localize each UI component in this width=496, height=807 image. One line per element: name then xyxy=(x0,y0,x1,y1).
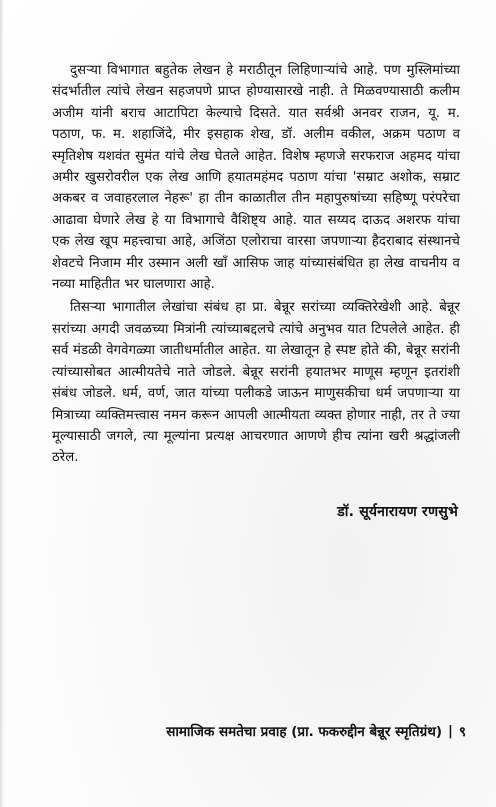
body-text xyxy=(52,60,460,469)
page-edge-shadow xyxy=(0,0,4,807)
footer-book-title: सामाजिक समतेचा प्रवाह (प्रा. फकरुद्दीन बेन्नूर स्मृतिग्रंथ) xyxy=(166,724,443,740)
paragraph-2: तिसऱ्या भागातील लेखांचा संबंध हा प्रा. बेन्नूर सरांच्या व्यक्तिरेखेशी आहे. बेन्नूर सरांच्या अगदी जवळच्या मित्रांनी त्यांच्याबद्दलचे त्यांचे अनुभव यात टिपलेले आहेत. ही सर्व मंडळी वेगवेगळ्या जातीधर्मातील आहेत. या लेखातून हे स्पष्ट होते की, बेन्नूर सरांनी त्यांच्यासोबत आत्मीयतेचे नाते जोडले. बेन्नूर सरांनी हयातभर माणूस म्हणून इतरांशी संबंध जोडले. धर्म, वर्ण, जात यांच्या पलीकडे जाऊन माणुसकीचा धर्म जपणाऱ्या या मित्राच्या व्यक्तिमत्त्वास नमन करून आपली आत्मीयता व्यक्त होणार नाही, तर ते ज्या मूल्यासाठी जगले, त्या मूल्यांना प्रत्यक्ष आचरणात आणणे हीच त्यांना खरी श्रद्धांजली ठरेल. xyxy=(52,300,460,466)
author-signature: डॉ. सूर्यनारायण रणसुभे xyxy=(337,504,458,520)
paragraph-1: दुसऱ्या विभागात बहुतेक लेखन हे मराठीतून लिहिणाऱ्यांचे आहे. पण मुस्लिमांच्या संदर्भातील त्यांचे लेखन सहजपणे प्राप्त होण्यासारखे नाही. ते मिळवण्यासाठी कलीम अजीम यांनी बराच आटापिटा केल्याचे दिसते. यात सर्वश्री अनवर राजन, यू. म. पठाण, फ. म. शहाजिंदे, मीर इसहाक शेख, डॉ. अलीम वकील, अक्रम पठाण व स्मृतिशेष यशवंत सुमंत यांचे लेख घेतले आहेत. विशेष म्हणजे सरफराज अहमद यांचा अमीर खुसरोवरील एक लेख आणि हयातमहंमद पठाण यांचा 'सम्राट अशोक, सम्राट अकबर व जवाहरलाल नेहरू' हा तीन काळातील तीन महापुरुषांच्या सहिष्णू परंपरेचा आढावा घेणारे लेख हे या विभागाचे वैशिष्ट्य आहे. यात सय्यद दाऊद अशरफ यांचा एक लेख खूप महत्त्वाचा आहे, अजिंठा एलोराचा वारसा जपणाऱ्या हैदराबाद संस्थानचे शेवटचे निजाम मीर उस्मान अली खाँ आसिफ जाह यांच्यासंबंधित हा लेख वाचनीय व नव्या माहितीत भर घालणारा आहे. xyxy=(52,63,460,293)
footer-separator: | xyxy=(448,723,453,739)
page-footer xyxy=(166,722,466,740)
page-number: ९ xyxy=(458,724,466,740)
